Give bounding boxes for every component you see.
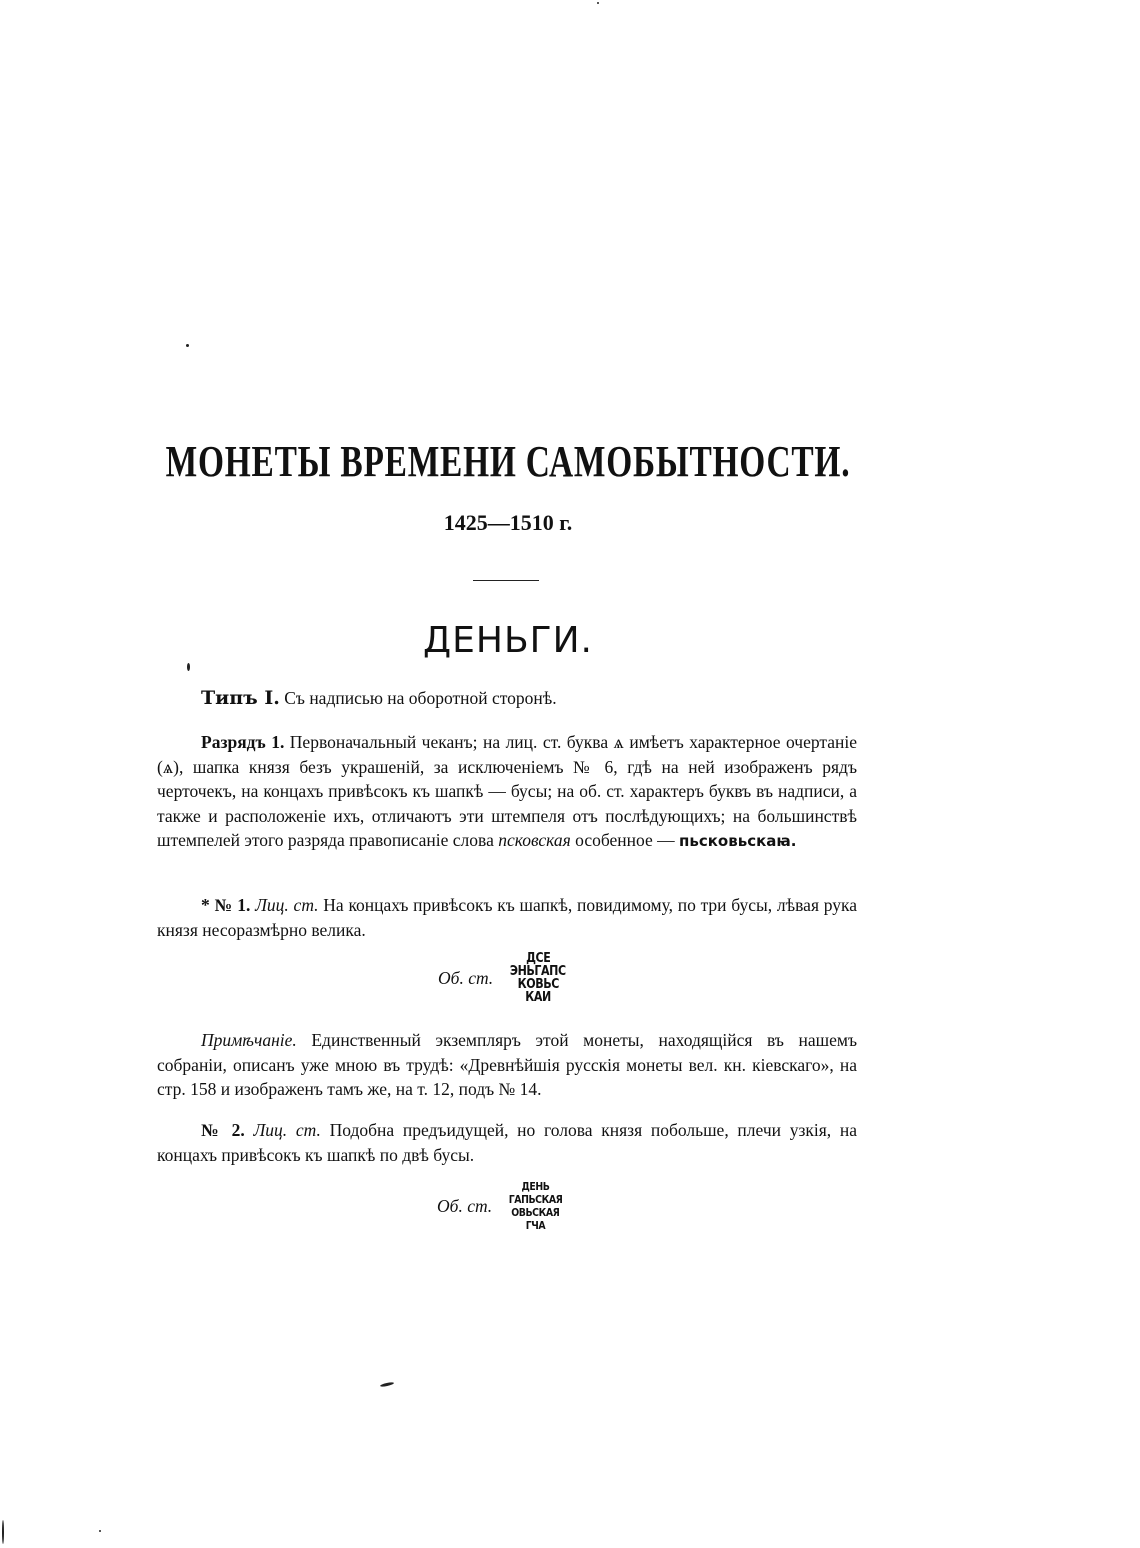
legend-line: ДЕНЬ: [521, 1180, 550, 1193]
legend-line: ОВЬСКАЯ: [511, 1206, 560, 1219]
no-1-reverse: [438, 952, 571, 1004]
type-1-label: Типъ I.: [201, 687, 280, 709]
no-2-reverse-label: Об. ст.: [437, 1195, 493, 1216]
no-2-side: Лиц. ст.: [253, 1120, 321, 1140]
type-1-text: Съ надписью на оборотной сторонѣ.: [284, 688, 557, 708]
no-1-text: На концахъ привѣсокъ къ шапкѣ, повидимому, по три бусы, лѣвая рука князя несоразмѣрно велика.: [157, 895, 858, 940]
divider-rule: [473, 580, 539, 581]
no-2-text: Подобна предъидущей, но голова князя побольше, плечи узкія, на концахъ привѣсокъ къ шапкѣ по двѣ бусы.: [157, 1120, 857, 1165]
no-2-reverse: [437, 1180, 567, 1232]
date-range: 1425—1510 г.: [443, 510, 573, 535]
no-2-paragraph: [157, 1118, 857, 1167]
note-label: Примѣчаніе.: [201, 1030, 297, 1050]
legend-line: ГЧА: [526, 1219, 546, 1232]
page-title: МОНЕТЫ ВРЕМЕНИ САМОБЫТНОСТИ.: [165, 437, 851, 486]
legend-line: КАИ: [525, 990, 551, 1005]
legend-line: КОВЬС: [517, 977, 559, 992]
scan-speck: [380, 1382, 394, 1388]
rank-1-text-end: особенное —: [575, 830, 675, 850]
no-1-side: Лиц. ст.: [255, 895, 319, 915]
rank-1-paragraph: [157, 730, 857, 854]
legend-line: ГАПЬСКАЯ: [508, 1193, 563, 1206]
rank-1-label: Разрядъ 1.: [201, 732, 285, 752]
rank-1-word-bold: пьсковьскаꙗ.: [679, 832, 797, 850]
legend-line: ЭНЬГАПС: [510, 964, 566, 979]
no-1-label: № 1.: [214, 895, 251, 915]
scan-speck: [99, 1530, 101, 1532]
note-text: Единственный экземпляръ этой монеты, находящійся въ нашемъ собраніи, описанъ уже мною въ трудѣ: «Древнѣйшія русскія монеты вел. кн. кіевскаго», на стр. 158 и изображенъ тамъ же, на т. 12, подъ № 14.: [157, 1030, 858, 1099]
scan-speck: [186, 344, 189, 347]
no-2-reverse-legend: [504, 1180, 567, 1232]
scan-speck: [597, 2, 599, 4]
no-1-reverse-legend: [505, 952, 571, 1004]
scan-speck: [187, 663, 190, 671]
legend-line: ДСЕ: [525, 951, 551, 966]
no-1-reverse-label: Об. ст.: [438, 967, 494, 988]
note-paragraph: [157, 1028, 857, 1102]
type-1-paragraph: [157, 686, 857, 711]
no-1-star: *: [201, 895, 210, 915]
no-1-paragraph: [157, 893, 857, 942]
section-heading: ДЕНЬГИ.: [423, 620, 593, 661]
rank-1-text: Первоначальный чеканъ; на лиц. ст. буква ѧ имѣетъ характерное очертаніе (ѧ), шапка князя безъ украшеній, за исключеніемъ № 6, гдѣ на ней изображенъ рядъ черточекъ, на концахъ привѣсокъ къ шапкѣ — бусы; на об. ст. характеръ буквъ въ надписи, а также и расположеніе ихъ, отличаютъ эти штемпеля отъ послѣдующихъ; на большинствѣ штемпелей этого разряда правописаніе слова: [157, 732, 858, 850]
no-2-label: № 2.: [201, 1120, 245, 1140]
rank-1-word-italic: псковская: [498, 830, 571, 850]
scan-speck: [2, 1520, 4, 1544]
